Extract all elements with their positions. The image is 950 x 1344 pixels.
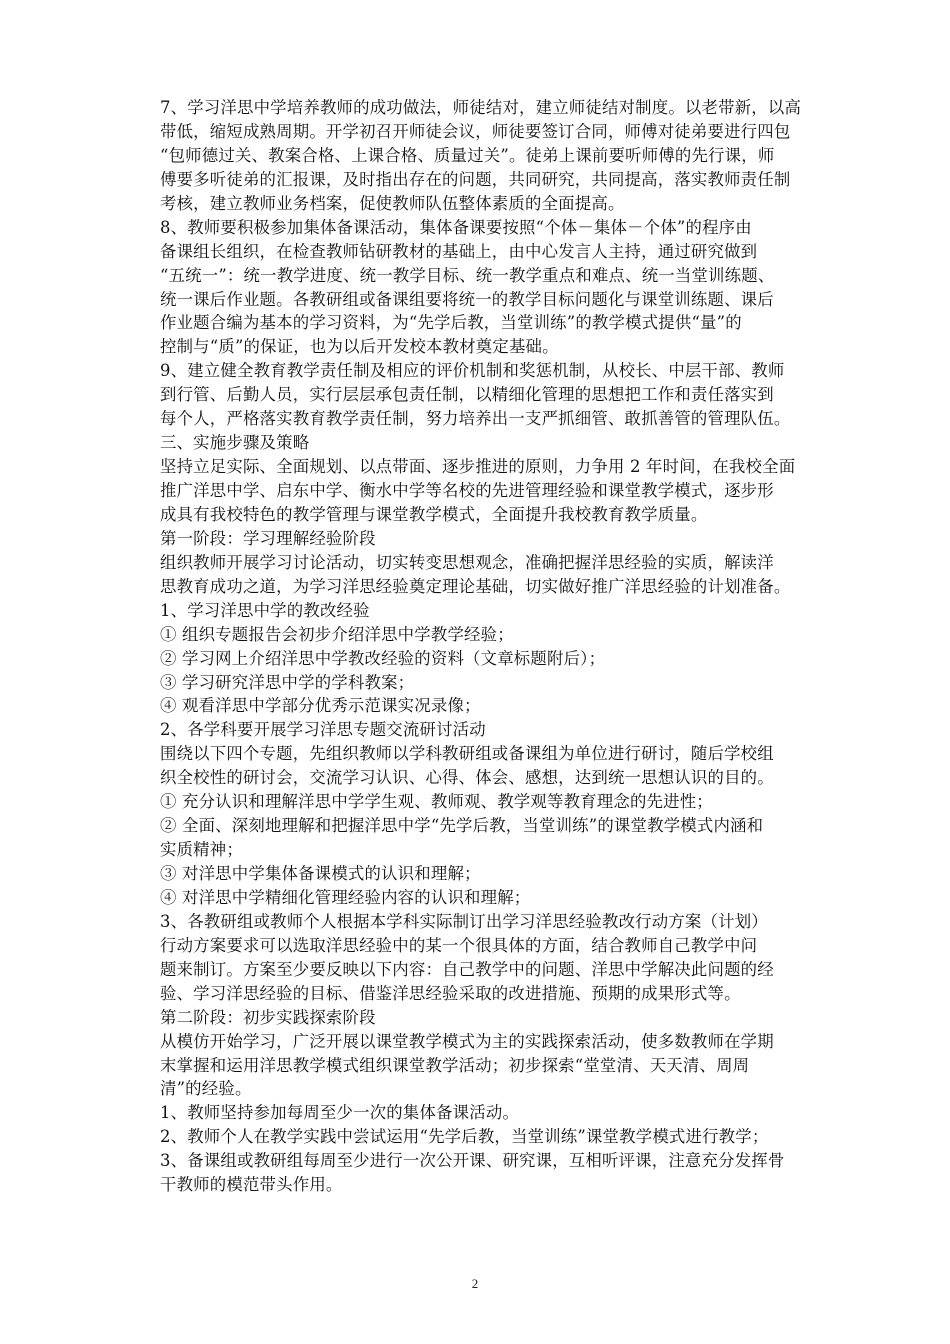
text-line: 8、教师要积极参加集体备课活动，集体备课要按照“个体－集体－个体”的程序由 bbox=[160, 217, 752, 237]
text-line: 组织教师开展学习讨论活动，切实转变思想观念，准确把握洋思经验的实质，解读洋 bbox=[160, 552, 774, 572]
text-line: ② 全面、深刻地理解和把握洋思中学“先学后教，当堂训练”的课堂教学模式内涵和 bbox=[160, 816, 764, 836]
text-line: 第二阶段：初步实践探索阶段 bbox=[160, 1007, 376, 1027]
text-line: 末掌握和运用洋思教学模式组织课堂教学活动；初步探索“堂堂清、天天清、周周 bbox=[160, 1055, 750, 1075]
text-line: 2、各学科要开展学习洋思专题交流研讨活动 bbox=[160, 720, 486, 740]
text-line: 三、实施步骤及策略 bbox=[160, 433, 310, 453]
page-number: 2 bbox=[471, 1276, 479, 1291]
text-line: 题来制订。方案至少要反映以下内容：自己教学中的问题、洋思中学解决此问题的经 bbox=[160, 959, 774, 979]
text-line: 1、学习洋思中学的教改经验 bbox=[160, 600, 370, 620]
text-line: ② 学习网上介绍洋思中学教改经验的资料（文章标题附后）； bbox=[160, 648, 606, 668]
text-line: “包师德过关、教案合格、上课合格、质量过关”。徒弟上课前要听师傅的先行课，师 bbox=[160, 145, 775, 165]
text-line: 成具有我校特色的教学管理与课堂教学模式，全面提升我校教育教学质量。 bbox=[160, 504, 708, 524]
text-line: 验、学习洋思经验的目标、借鉴洋思经验采取的改进措施、预期的成果形式等。 bbox=[160, 983, 741, 1003]
text-line: 第一阶段：学习理解经验阶段 bbox=[160, 528, 376, 548]
text-line: ④ 观看洋思中学部分优秀示范课实况录像； bbox=[160, 696, 481, 716]
text-line: 作业题合编为基本的学习资料，为“先学后教，当堂训练”的教学模式提供“量”的 bbox=[160, 313, 742, 333]
text-line: ① 组织专题报告会初步介绍洋思中学教学经验； bbox=[160, 624, 514, 644]
text-line: ④ 对洋思中学精细化管理经验内容的认识和理解； bbox=[160, 887, 531, 907]
text-line: 傅要多听徒弟的汇报课，及时指出存在的问题，共同研究，共同提高，落实教师责任制 bbox=[160, 169, 791, 189]
text-line: 坚持立足实际、全面规划、以点带面、逐步推进的原则，力争用 2 年时间，在我校全面 bbox=[160, 457, 796, 477]
text-line: 3、备课组或教研组每周至少进行一次公开课、研究课，互相听评课，注意充分发挥骨 bbox=[160, 1151, 785, 1171]
text-line: 干教师的模范带头作用。 bbox=[160, 1175, 343, 1195]
text-line: 从模仿开始学习，广泛开展以课堂教学模式为主的实践探索活动，使多数教师在学期 bbox=[160, 1031, 774, 1051]
text-line: 织全校性的研讨会，交流学习认识、心得、体会、感想，达到统一思想认识的目的。 bbox=[160, 768, 774, 788]
text-line: 思教育成功之道，为学习洋思经验奠定理论基础，切实做好推广洋思经验的计划准备。 bbox=[160, 576, 791, 596]
text-line: 带低，缩短成熟周期。开学初召开师徒会议，师徒要签订合同，师傅对徒弟要进行四包 bbox=[160, 121, 791, 141]
text-line: 9、建立健全教育教学责任制及相应的评价机制和奖惩机制，从校长、中层干部、教师 bbox=[160, 361, 785, 381]
text-line: “五统一”：统一教学进度、统一教学目标、统一教学重点和难点、统一当堂训练题、 bbox=[160, 265, 775, 285]
text-line: 7、学习洋思中学培养教师的成功做法，师徒结对，建立师徒结对制度。以老带新，以高 bbox=[160, 98, 802, 117]
text-line: ③ 对洋思中学集体备课模式的认识和理解； bbox=[160, 864, 481, 883]
text-line: ③ 学习研究洋思中学的学科教案； bbox=[160, 672, 415, 692]
text-line: 考核，建立教师业务档案，促使教师队伍整体素质的全面提高。 bbox=[160, 193, 625, 213]
text-line: 推广洋思中学、启东中学、衡水中学等名校的先进管理经验和课堂教学模式，逐步形 bbox=[160, 481, 774, 500]
text-line: 每个人，严格落实教育教学责任制，努力培养出一支严抓细管、敢抓善管的管理队伍。 bbox=[160, 409, 791, 429]
document-body bbox=[160, 96, 870, 1197]
text-line: 控制与“质”的保证，也为以后开发校本教材奠定基础。 bbox=[160, 337, 559, 357]
text-line: 2、教师个人在教学实践中尝试运用“先学后教，当堂训练”课堂教学模式进行教学； bbox=[160, 1127, 769, 1147]
text-line: 3、各教研组或教师个人根据本学科实际制订出学习洋思经验教改行动方案（计划） bbox=[160, 911, 768, 931]
text-line: 围绕以下四个专题，先组织教师以学科教研组或备课组为单位进行研讨，随后学校组 bbox=[160, 744, 774, 764]
text-line: 到行管、后勤人员，实行层层承包责任制，以精细化管理的思想把工作和责任落实到 bbox=[160, 385, 774, 405]
text-line: 1、教师坚持参加每周至少一次的集体备课活动。 bbox=[160, 1103, 520, 1123]
text-line: 清”的经验。 bbox=[160, 1079, 252, 1099]
text-line: 备课组长组织，在检查教师钻研教材的基础上，由中心发言人主持，通过研究做到 bbox=[160, 241, 758, 261]
text-line: 行动方案要求可以选取洋思经验中的某一个很具体的方面，结合教师自己教学中问 bbox=[160, 935, 758, 955]
text-line: 实质精神； bbox=[160, 840, 243, 860]
text-line: 统一课后作业题。各教研组或备课组要将统一的教学目标问题化与课堂训练题、课后 bbox=[160, 289, 774, 309]
text-line: ① 充分认识和理解洋思中学学生观、教师观、教学观等教育理念的先进性； bbox=[160, 792, 713, 812]
